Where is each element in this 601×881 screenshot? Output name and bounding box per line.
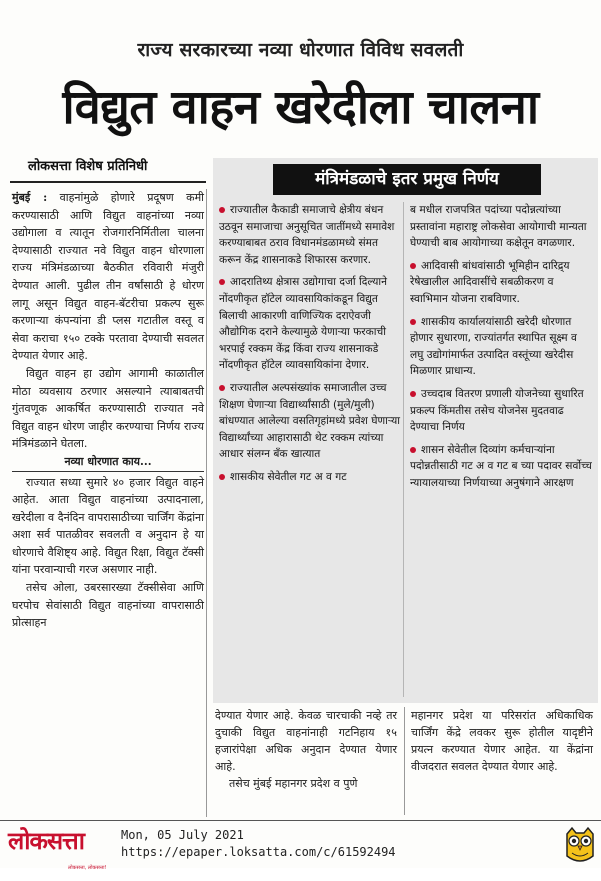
decision-item: उच्चदाब वितरण प्रणाली योजनेच्या सुधारित प्रकल्प किंमतीस तसेच योजनेस मुदतवाढ देण्याचा निर्णय: [410, 387, 584, 434]
red-bullet-icon: [219, 207, 225, 213]
red-bullet-icon: [410, 263, 416, 269]
byline-rule: [10, 181, 206, 183]
article-paragraph-4: तसेच ओला, उबरसारख्या टॅक्सीसेवा आणि घरपोच सेवांसाठी विद्युत वाहनांच्या वापरासाठी प्रोत्साहन: [12, 581, 204, 630]
red-bullet-icon: [410, 447, 416, 453]
red-bullet-icon: [219, 385, 225, 391]
article-left-column: [12, 189, 204, 817]
box-column-divider: [403, 202, 404, 697]
article-headline: विद्युत वाहन खरेदीला चालना: [62, 80, 539, 135]
article-paragraph-6: तसेच मुंबई महानगर प्रदेश व पुणे: [229, 777, 358, 790]
article-paragraph-3: राज्यात सध्या सुमारे ४० हजार विद्युत वाहने आहेत. आता विद्युत वाहनांच्या उत्पादनाला, खरेदीला व दैनंदिन वापरासाठीच्या चार्जिंग केंद्रांना अशा सर्व पातळीवर सवलती व अनुदान हे या धोरणाचे वैशिष्ट्य आहे. विद्युत रिक्षा, विद्युत टॅक्सी यांना परवान्याची गरज असणार नाही.: [12, 475, 204, 577]
cabinet-decisions-left-column: [219, 202, 402, 492]
article-dateline: मुंबई :: [12, 191, 48, 204]
edition-date: Mon, 05 July 2021: [121, 828, 244, 842]
logo-wordmark: लोकसत्ता: [8, 827, 84, 855]
bottom-column-divider: [404, 707, 405, 815]
subhead-rule: [12, 471, 204, 472]
article-paragraph-7: महानगर प्रदेश या परिसरांत अधिकाधिक चार्जिंग केंद्रे लवकर सुरू होतील यादृष्टीने प्रयत्न करण्यात येणार आहेत. या केंद्रांना वीजदरात सवलत देण्यात येणार आहे.: [411, 709, 593, 773]
article-paragraph-2: विद्युत वाहन हा उद्योग आगामी काळातील मोठा व्यवसाय ठरणार असल्याने त्याबाबतची गुंतवणूक आकर्षित करण्यासाठी राज्यात नवे विद्युत वाहन धोरण जाहीर करण्याचा निर्णय राज्य मंत्रिमंडळाने घेतला.: [12, 366, 204, 451]
red-bullet-icon: [410, 319, 416, 325]
cabinet-decisions-title: मंत्रिमंडळाचे इतर प्रमुख निर्णय: [273, 164, 541, 195]
article-byline: लोकसत्ता विशेष प्रतिनिधी: [28, 159, 148, 174]
red-bullet-icon: [219, 279, 225, 285]
cabinet-decisions-right-column: [410, 202, 593, 498]
decision-item: राज्यातील कैकाडी समाजाचे क्षेत्रीय बंधन उठवून समाजाचा अनुसूचित जातींमध्ये समावेश करण्याबाबत ठराव विधानमंडळामध्ये संमत करून केंद्र शासनाकडे शिफारस करणार.: [219, 204, 395, 266]
decision-item: आदरातिथ्य क्षेत्रास उद्योगाचा दर्जा दिल्याने नोंदणीकृत हॉटेल व्यावसायिकांकडून विद्युत बिलाची आकारणी वाणिज्यिक दराऐवजी औद्योगिक दराने केल्यामुळे येणाऱ्या फरकाची भरपाई रक्कम केंद्र किंवा राज्य शासनाकडे नोंदणीकृत हॉटेल व्यावसायिकांना देणार.: [219, 276, 387, 372]
logo-tagline: लोकसत्ता, लोकसत्ता!: [68, 865, 107, 871]
decision-item: शासन सेवेतील दिव्यांग कर्मचाऱ्यांना पदोन्नतीसाठी गट अ व गट ब च्या पदावर सर्वोच्च न्यायालयाच्या निर्णयाच्या अनुषंगाने आरक्षण: [410, 443, 592, 489]
footer-rule: [0, 820, 601, 821]
red-bullet-icon: [410, 391, 416, 397]
decision-item: शासकीय कार्यालयांसाठी खरेदी धोरणात होणार सुधारणा, राज्यांतर्गत स्थापित सूक्ष्म व लघु उद्योगांमार्फत उत्पादित वस्तूंच्या खरेदीस मिळणार प्राधान्य.: [410, 315, 577, 378]
decision-item: आदिवासी बांधवांसाठी भूमिहीन दारिद्र्य रेषेखालील आदिवासींचे सबळीकरण व स्वाभिमान योजना राबविणार.: [410, 259, 570, 305]
epaper-url[interactable]: https://epaper.loksatta.com/c/61592494: [121, 845, 396, 859]
article-subhead: नव्या धोरणात काय...: [64, 454, 152, 468]
article-paragraph-5: देण्यात येणार आहे. केवळ चारचाकी नव्हे तर दुचाकी विद्युत वाहनांनाही गटनिहाय १५ हजारांपेक्षा अधिक अनुदान देण्यात येणार आहे.: [215, 709, 397, 773]
article-bottom-column-2: [411, 707, 593, 817]
article-paragraph-1-text: वाहनांमुळे होणारे प्रदूषण कमी करण्यासाठी आणि विद्युत वाहनांच्या नव्या उद्योगाला व त्यातून रोजगारनिर्मितीला चालना देण्यासाठी राज्यात नवे विद्युत वाहन धोरणाला राज्य मंत्रिमंडळाच्या बैठकीत रविवारी मंजुरी देण्यात आली. पुढील तीन वर्षांसाठी हे धोरण लागू असून विद्युत वाहन-बॅटरीचा प्रकल्प सुरू करणाऱ्या कंपन्यांना डी प्लस गटातील वस्तू व सेवा कराचा १५० टक्के परतावा देण्याची सवलत देण्यात येणार आहे.: [12, 191, 204, 363]
article-bottom-column-1: [215, 707, 397, 817]
column-divider: [206, 189, 207, 817]
owl-mascot-icon: [563, 826, 597, 864]
loksatta-logo: [8, 827, 120, 871]
decision-item: राज्यातील अल्पसंख्यांक समाजातील उच्च शिक्षण घेणाऱ्या विद्यार्थ्यांसाठी (मुले/मुली) बांधण्यात आलेल्या वसतिगृहांमध्ये प्रवेश घेणाऱ्या विद्यार्थ्यांच्या आहारासाठी थेट रक्कम त्यांच्या आधार संलग्न बँक खात्यात: [219, 381, 401, 461]
decision-item: शासकीय सेवेतील गट अ व गट: [219, 469, 402, 486]
article-paragraph-1: [12, 189, 204, 365]
cabinet-decisions-box: [213, 158, 598, 703]
decision-item-continued: ब मधील राजपत्रित पदांच्या पदोन्नत्यांच्या प्रस्तावांना महाराष्ट्र लोकसेवा आयोगाची मान्यता घेण्याची बाब आयोगाच्या कक्षेतून वगळणार.: [410, 204, 587, 250]
article-kicker: राज्य सरकारच्या नव्या धोरणात विविध सवलती: [137, 39, 464, 61]
red-bullet-icon: [219, 474, 225, 480]
